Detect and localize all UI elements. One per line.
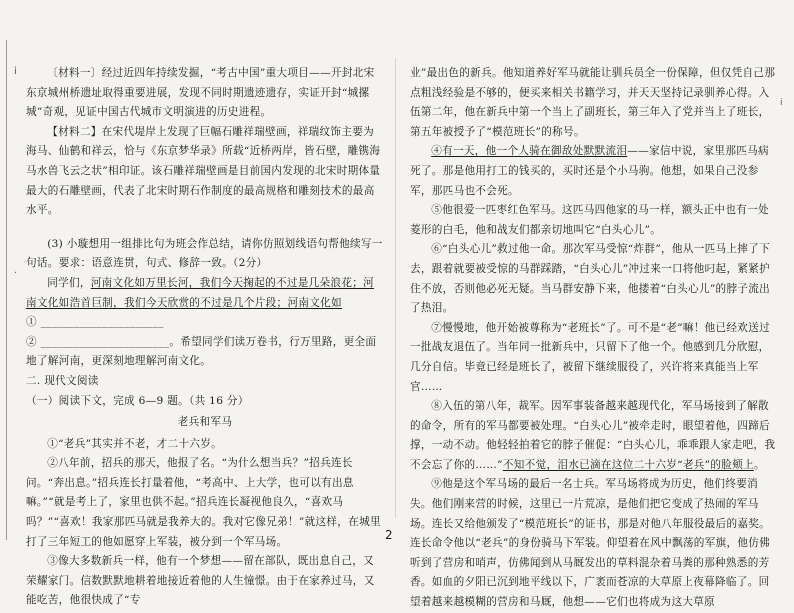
story-para-8	[410, 397, 776, 475]
story-para-3: ③像大多数新兵一样，他有一个梦想——留在部队，既出息自己，又荣耀家门。信数默默地耕着地接近着他的人生憧憬。由于在家养过马，又能吃苦，他很快成了“专	[26, 555, 375, 607]
material-one: 〔材料一〕经过近四年持续发掘，“考古中国”重大项目——开封北宋东京城州桥遗址取得重要进展，发现不同时期遗迹遗存，实证开封“城摞城”奇观，见证中国古代城市文明演进的历史进程。	[26, 67, 375, 119]
q3-text-before: 同学们，	[47, 276, 91, 289]
question-3-answer-line-2	[26, 333, 384, 372]
para-8-underlined: 不知不觉，泪水已滴在这位二十六岁“老兵”的脸颊上	[502, 458, 754, 471]
para-8-main: ⑧入伍的第八年，裁军。因军事装备越来越现代化，军马场接到了解散的命令，所有的军马都要被处理。“白头心儿”被牵走时，眼望着他，四蹄后撑，一动不动。他轻轻拍着它的脖子催促：“白头心儿，乖乖跟人家走吧，我不会忘了你的……”	[410, 400, 776, 471]
question-3-answer-line	[26, 274, 384, 333]
material-two: 【材料二】在宋代堤岸上发现了巨幅石雕祥瑞壁画，祥瑞纹饰主要为海马、仙鹤和祥云，恰与《东京梦华录》所载“近桥两岸，皆石壁，雕镌海马水兽飞云之状”相印证。该石雕祥瑞壁画是目前国内发现的北宋时期体量最大的石雕壁画，代表了北宋时期石作制度的最高规格和雕刻技术的最高水平。	[26, 125, 381, 217]
q3-text-after: 。希望同学们读万卷书，行万里路，更全面地了解河南，更深刻地理解河南文化。	[26, 335, 377, 368]
story-title: 老兵和军马	[177, 416, 233, 429]
column-divider	[395, 58, 396, 518]
q3-underlined-sentence: 河南文化如万里长河，我们今天掬起的不过是几朵浪花；河南文化如浩首巨制，我们今天欣赏的不过是几个片段；河南文化如	[26, 276, 375, 309]
scan-artifact: ⅰ	[780, 98, 783, 108]
section-title: 二. 现代文阅读	[26, 374, 99, 387]
story-para-7: ⑦慢慢地，他开始被尊称为“老班长”了。可不是“老”嘛！他已经欢送过一批战友退伍了。当年同一批新兵中，只留下了他一个。他感到几分欣慰，几分自信。毕竟已经是班长了，被留下继续服役了，兴许将来真能当上军官……	[410, 321, 770, 393]
story-para-3-continued: 业”最出色的新兵。他知道养好军马就能让驯兵员全一份保障，但仅凭自己那点粗浅经验是不够的，便买来相关书籍学习，并天天坚持记录驯养心得。入伍第二年，他在新兵中第一个当上了副班长，第三年入了党并当上了班长，第五年被授予了“模范班长”的称号。	[410, 67, 776, 138]
para-4-underlined: ④有一天，他一个人骑在御敌处默默流泪	[431, 145, 628, 158]
question-3: (3) 小璇想用一组排比句为班会作总结，请你仿照划线语句帮他续写一句话。要求：语意连贯，句式、修辞一致。（2分）	[26, 237, 383, 270]
para-4-rest: ——家信中说，家里那匹马病死了。那是他用打工的钱买的，买时还是个小马驹。他想，如果自己没参军，那匹马也不会死。	[410, 145, 769, 197]
right-column	[410, 64, 776, 613]
story-para-6: ⑥“白头心儿”救过他一命。那次军马受惊“炸群”，他从一匹马上摔了下去，跟着就要被受惊的马群踩踏，“白头心儿”冲过来一口将他叼起，紧紧护住不放，否则他必死无疑。当马群安静下来，他搂着“白头心儿”的脖子流出了热泪。	[410, 243, 771, 315]
scan-artifact: ⅰ	[14, 66, 17, 77]
story-para-4	[410, 142, 776, 201]
story-para-9: ⑨他是这个军马场的最后一名士兵。军马场将成为历史，他们终要消失。他们刚来营的时候，这里已一片荒凉，是他们把它变成了热闹的军马场。连长又给他颁发了“模范班长”的证书，那是对他八年服役最后的嘉奖。连长命令他以“老兵”的身份骑马下军装。仰望着在风中飘荡的军旗，他仿佛听到了营房和哨声，仿佛闻到从马厩发出的草料混杂着马粪的那种熟悉的芳香。如血的夕阳已沉到地平线以下，广袤而苍凉的大草原上夜幕降临了。回望着越来越模糊的营房和马厩，他想——它们也将成为这大草原	[410, 478, 771, 609]
left-border	[6, 40, 7, 540]
sub-section-title: （一）阅读下文，完成 6—9 题。（共 16 分）	[26, 394, 249, 407]
story-para-5: ⑤他很爱一匹枣红色军马。这匹马四他家的马一样，额头正中也有一处菱形的白毛，他和战友们都亲切地叫它“白头心儿”。	[410, 204, 769, 236]
scan-artifact: ·	[14, 268, 18, 279]
story-para-1: ①“老兵”其实并不老，才二十六岁。	[47, 437, 223, 450]
q3-blank-1[interactable]: ① ______________________	[26, 316, 164, 329]
page-number: 2	[385, 528, 393, 542]
story-para-2: ②八年前，招兵的那天，他报了名。“为什么想当兵？”招兵连长问。“奔出息。”招兵连长打量着他，“考高中、上大学，也可以有出息嘛。”“就是考上了，家里也供不起。”招兵连长凝视他良久，“喜欢马吗？”“喜欢！我家那匹马就是我养大的。我对它像兄弟！”就这样，在城里打了三年短工的他如愿穿上军装，被分到一个军马场。	[26, 457, 381, 548]
para-8-end: 。	[753, 458, 765, 471]
left-column	[26, 64, 384, 611]
q3-blank-2[interactable]: ② _______________________	[26, 335, 170, 348]
